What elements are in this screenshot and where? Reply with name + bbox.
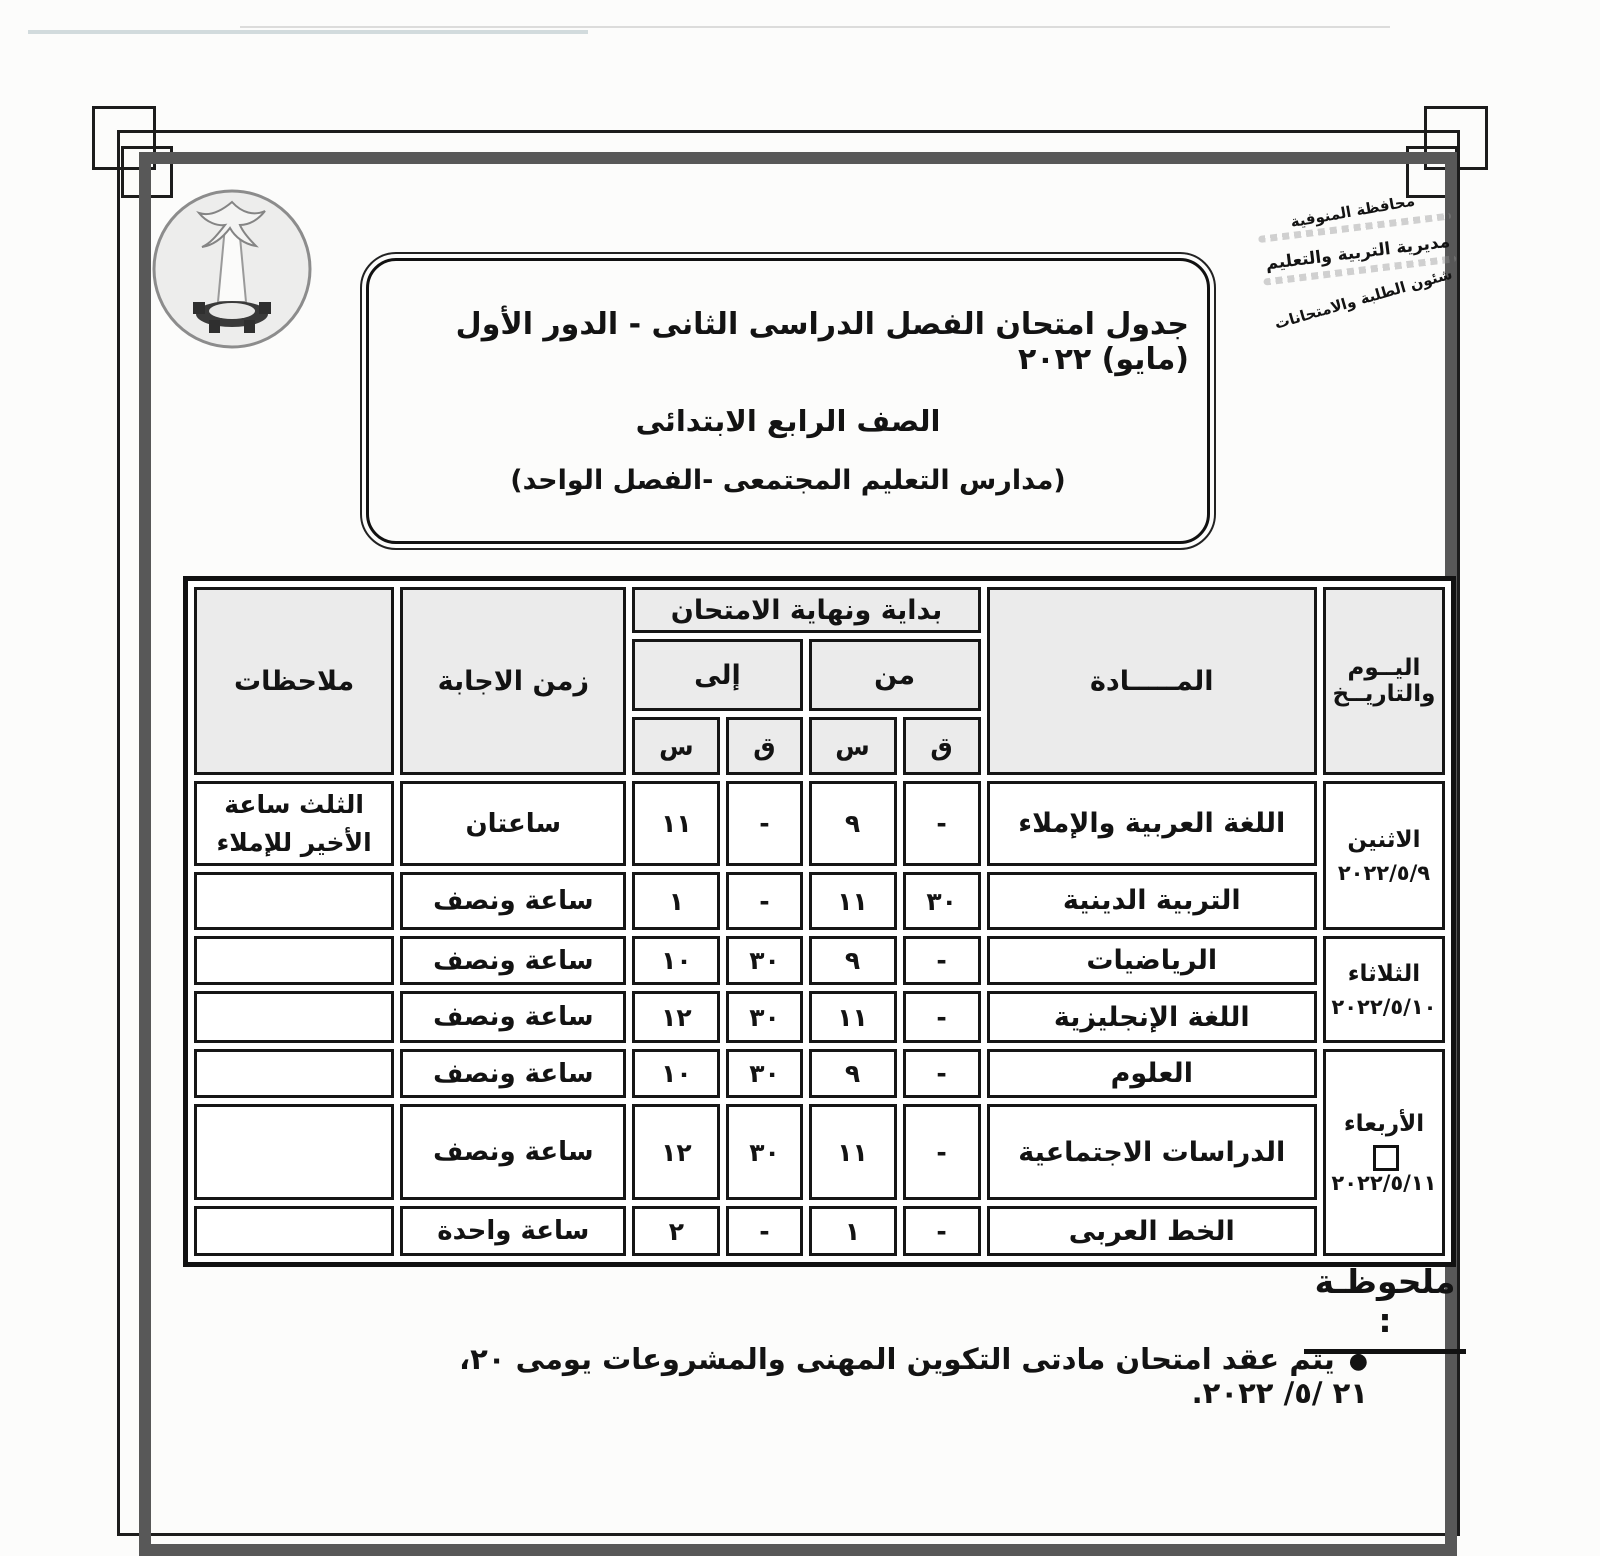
header-to-hour: س bbox=[632, 717, 720, 775]
cell-from-hour: ١١ bbox=[809, 872, 897, 930]
cell-note bbox=[194, 991, 394, 1043]
table-row bbox=[194, 936, 1445, 985]
cell-from-hour: ١ bbox=[809, 1206, 897, 1256]
cell-subject: التربية الدينية bbox=[987, 872, 1317, 930]
cell-from-minute: - bbox=[903, 781, 981, 866]
header-to-minute: ق bbox=[726, 717, 802, 775]
checkbox-icon bbox=[1373, 1145, 1399, 1171]
cell-to-hour: ١١ bbox=[632, 781, 720, 866]
header-notes: ملاحظات bbox=[194, 587, 394, 775]
cell-to-hour: ١٢ bbox=[632, 991, 720, 1043]
cell-from-minute: - bbox=[903, 991, 981, 1043]
cell-duration: ساعة ونصف bbox=[400, 872, 626, 930]
stamp-governorate-line: محافظة المنوفية bbox=[1289, 191, 1417, 232]
cell-note bbox=[194, 872, 394, 930]
header-subject: المـــــادة bbox=[987, 587, 1317, 775]
table-header-row bbox=[194, 587, 1445, 633]
cell-duration: ساعة ونصف bbox=[400, 1049, 626, 1098]
table-row bbox=[194, 991, 1445, 1043]
cell-to-minute: ٣٠ bbox=[726, 991, 802, 1043]
cell-to-minute: ٣٠ bbox=[726, 1104, 802, 1200]
day-cell-wednesday bbox=[1323, 1049, 1445, 1256]
stamp-affairs-line: شئون الطلبة والامتحانات bbox=[1272, 264, 1455, 333]
day-cell-tuesday bbox=[1323, 936, 1445, 1043]
cell-subject: العلوم bbox=[987, 1049, 1317, 1098]
header-from-minute: ق bbox=[903, 717, 981, 775]
school-type-title: (مدارس التعليم المجتمعى -الفصل الواحد) bbox=[510, 464, 1066, 496]
cell-subject: الدراسات الاجتماعية bbox=[987, 1104, 1317, 1200]
day-date: ٢٠٢٢/٥/١٠ bbox=[1331, 994, 1437, 1019]
header-exam-span: بداية ونهاية الامتحان bbox=[632, 587, 980, 633]
cell-to-hour: ١٠ bbox=[632, 1049, 720, 1098]
table-row bbox=[194, 781, 1445, 866]
cell-from-minute: - bbox=[903, 1049, 981, 1098]
cell-from-hour: ١١ bbox=[809, 1104, 897, 1200]
header-from: من bbox=[809, 639, 981, 711]
day-cell-monday bbox=[1323, 781, 1445, 930]
grade-title: الصف الرابع الابتدائى bbox=[635, 403, 941, 438]
cell-subject: الرياضيات bbox=[987, 936, 1317, 985]
header-answer-time: زمن الاجابة bbox=[400, 587, 626, 775]
exam-schedule-table bbox=[183, 576, 1456, 1267]
cell-from-minute: ٣٠ bbox=[903, 872, 981, 930]
cell-note bbox=[194, 1206, 394, 1256]
cell-duration: ساعة ونصف bbox=[400, 936, 626, 985]
cell-to-minute: ٣٠ bbox=[726, 936, 802, 985]
cell-from-hour: ٩ bbox=[809, 781, 897, 866]
table-row bbox=[194, 1104, 1445, 1200]
day-date: ٢٠٢٢/٥/٩ bbox=[1337, 860, 1431, 885]
day-name: الثلاثاء bbox=[1347, 960, 1421, 987]
cell-subject: الخط العربى bbox=[987, 1206, 1317, 1256]
header-day-date bbox=[1323, 587, 1445, 775]
cell-duration: ساعة واحدة bbox=[400, 1206, 626, 1256]
note-heading: ملحوظـة : bbox=[1304, 1262, 1466, 1354]
cell-from-minute: - bbox=[903, 936, 981, 985]
cell-from-hour: ١١ bbox=[809, 991, 897, 1043]
cell-from-hour: ٩ bbox=[809, 936, 897, 985]
cell-to-minute: - bbox=[726, 781, 802, 866]
cell-to-hour: ٢ bbox=[632, 1206, 720, 1256]
title-box bbox=[360, 252, 1216, 550]
note-bullet-line bbox=[420, 1342, 1368, 1410]
day-name: الاثنين bbox=[1347, 826, 1421, 853]
governorate-logo bbox=[149, 186, 315, 352]
cell-from-minute: - bbox=[903, 1206, 981, 1256]
table-row bbox=[194, 872, 1445, 930]
table-row bbox=[194, 1049, 1445, 1098]
note-text: يتم عقد امتحان مادتى التكوين المهنى والمشروعات يومى ٢٠، ٢١ /٥/ ٢٠٢٢. bbox=[459, 1342, 1368, 1410]
header-date-label: والتاريــخ bbox=[1332, 681, 1436, 707]
day-name: الأربعاء bbox=[1343, 1110, 1425, 1137]
stamp-directorate-line: مديرية التربية والتعليم bbox=[1264, 231, 1452, 275]
cell-from-hour: ٩ bbox=[809, 1049, 897, 1098]
cell-duration: ساعة ونصف bbox=[400, 991, 626, 1043]
header-from-hour: س bbox=[809, 717, 897, 775]
cell-duration: ساعة ونصف bbox=[400, 1104, 626, 1200]
schedule-title: جدول امتحان الفصل الدراسى الثانى - الدور الأول (مايو) ٢٠٢٢ bbox=[455, 306, 1189, 377]
cell-to-minute: ٣٠ bbox=[726, 1049, 802, 1098]
cell-note: الثلث ساعة الأخير للإملاء bbox=[194, 781, 394, 866]
title-box-inner bbox=[366, 258, 1210, 544]
day-date-text: ٢٠٢٢/٥/١١ bbox=[1331, 1170, 1437, 1195]
cell-to-minute: - bbox=[726, 872, 802, 930]
header-to: إلى bbox=[632, 639, 802, 711]
cell-to-hour: ١٢ bbox=[632, 1104, 720, 1200]
cell-note bbox=[194, 1049, 394, 1098]
cell-to-minute: - bbox=[726, 1206, 802, 1256]
bullet-icon: ● bbox=[1348, 1348, 1368, 1374]
scan-artifact-line bbox=[28, 30, 588, 34]
cell-to-hour: ١٠ bbox=[632, 936, 720, 985]
cell-note bbox=[194, 936, 394, 985]
cell-to-hour: ١ bbox=[632, 872, 720, 930]
cell-subject: اللغة الإنجليزية bbox=[987, 991, 1317, 1043]
table-row bbox=[194, 1206, 1445, 1256]
cell-duration: ساعتان bbox=[400, 781, 626, 866]
day-date bbox=[1330, 1145, 1438, 1195]
cell-subject: اللغة العربية والإملاء bbox=[987, 781, 1317, 866]
header-day-label: اليــوم bbox=[1347, 655, 1421, 681]
monument-emblem-icon bbox=[149, 186, 315, 352]
cell-from-minute: - bbox=[903, 1104, 981, 1200]
scan-artifact-line bbox=[240, 26, 1390, 28]
cell-note bbox=[194, 1104, 394, 1200]
